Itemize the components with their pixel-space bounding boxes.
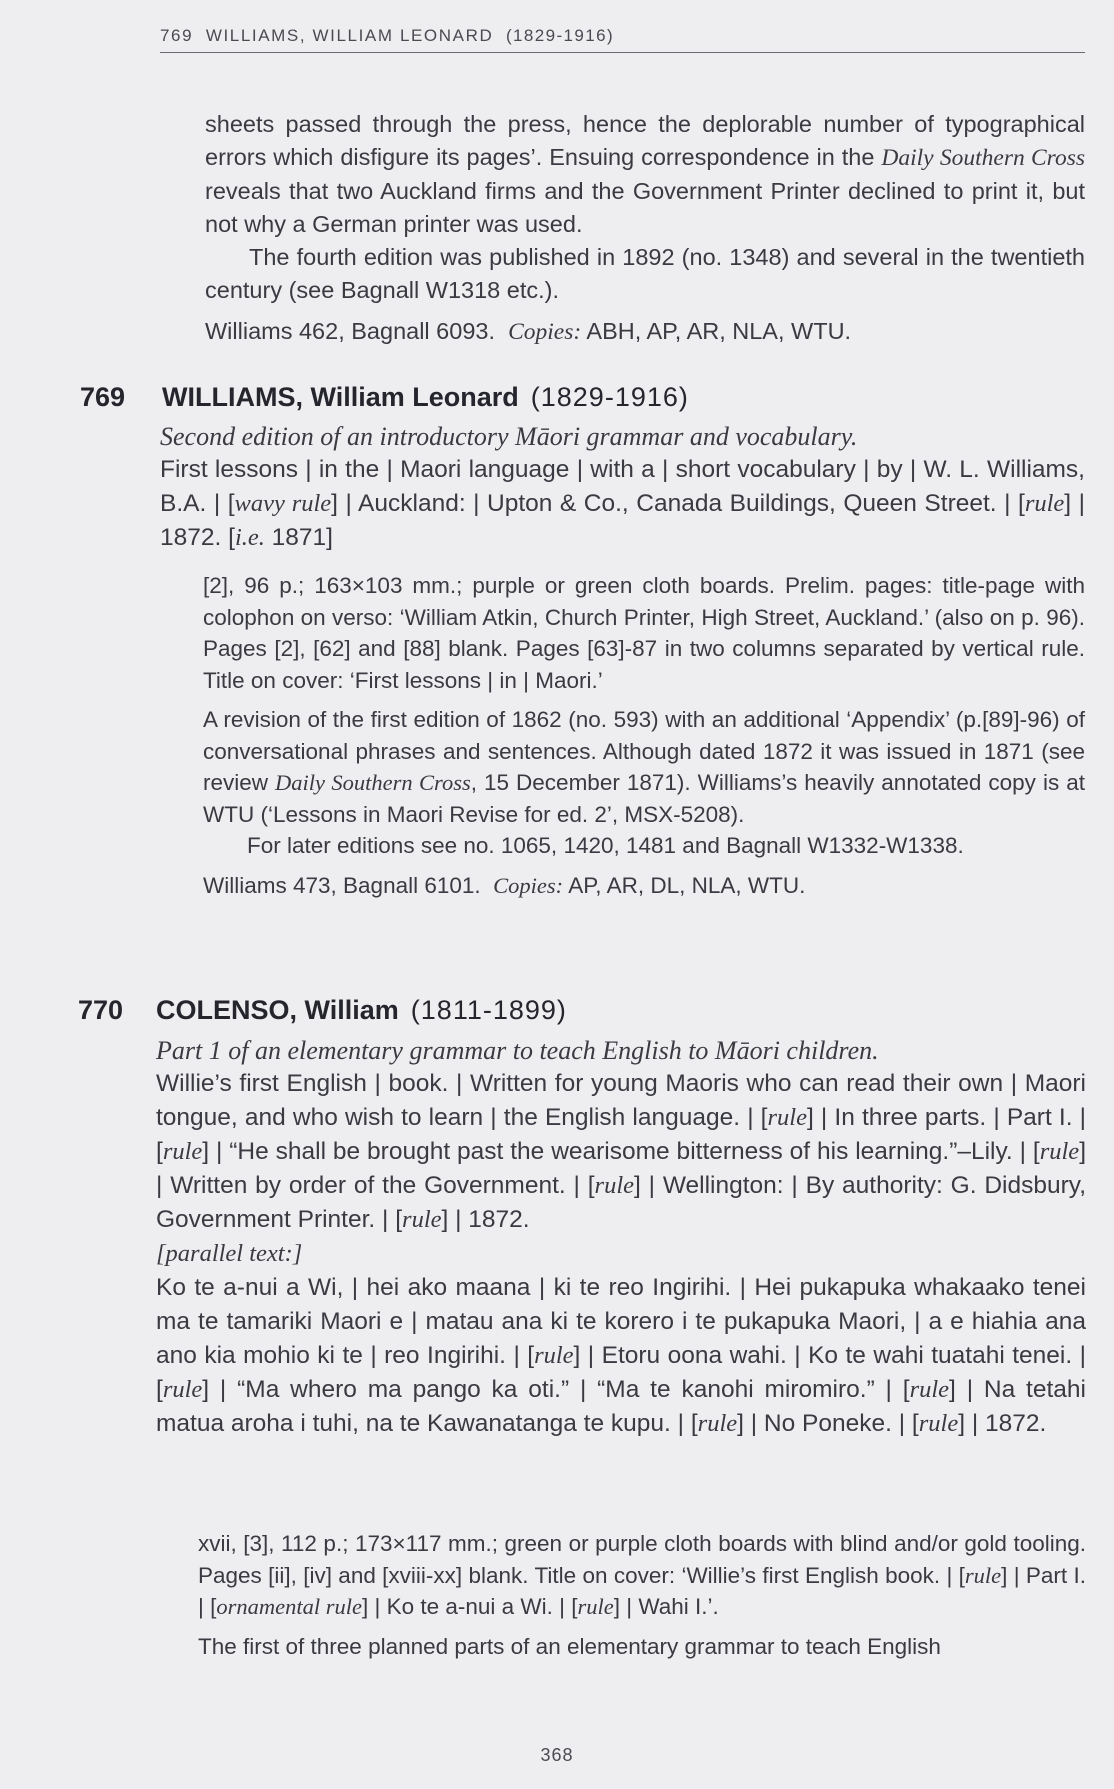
- entry-author: COLENSO, William: [156, 995, 399, 1025]
- entry-769-heading: [80, 382, 1090, 418]
- entry-769-description: [203, 570, 1085, 901]
- entry-note: A revision of the first edition of 1862 (no. 593) with an additional ‘Appendix’ (p.[89]-96) of conversational phrases and sentences. Although dated 1872 it was issued in 1871 (see review Daily Southern Cross, 15 December 1871). Williams’s heavily annotated copy is at WTU (‘Lessons in Maori Revise for ed. 2’, MSX-5208).: [203, 707, 1085, 827]
- continuation-edition-note: The fourth edition was published in 1892 (no. 1348) and several in the twentieth century (see Bagnall W1318 etc.).: [205, 244, 1085, 303]
- entry-references: Williams 473, Bagnall 6101. Copies: AP, AR, DL, NLA, WTU.: [203, 872, 806, 898]
- entry-769-transcription: [160, 420, 1085, 555]
- collation: [2], 96 p.; 163×103 mm.; purple or green cloth boards. Prelim. pages: title-page with colophon on verso: ‘William Atkin, Church Printer, High Street, Auckland.’ (also on p. 96). Pages [2], [62] and [88] blank. Pages [63]-87 in two columns separated by vertical rule. Title on cover: ‘First lessons | in | Maori.’: [203, 573, 1085, 693]
- collation: xvii, [3], 112 p.; 173×117 mm.; green or purple cloth boards with blind and/or gold tooling. Pages [ii], [iv] and [xviii-xx] blank. Title on cover: ‘Willie’s first English book. | [rule] | Part I. | [ornamental rule] | Ko te a-nui a Wi. | [rule] | Wahi I.’.: [198, 1531, 1086, 1619]
- previous-entry-continuation: [205, 108, 1085, 349]
- running-head: [160, 26, 1085, 53]
- entry-title: Part 1 of an elementary grammar to teach English to Māori children.: [156, 1036, 879, 1065]
- title-page-transcription-maori: Ko te a-nui a Wi, | hei ako maana | ki te reo Ingirihi. | Hei pukapuka whakaako tenei ma te tamariki Maori e | matau ana ki te korero i te pukapuka Maori, | a e hiahia ana ano kia mohio ki te | reo Ingirihi. | [rule] | Etoru oona wahi. | Ko te wahi tuatahi tenei. | [rule] | “Ma whero ma pango ka oti.” | “Ma te kanohi miromiro.” | [rule] | Na tetahi matua aroha i tuhi, na te Kawanatanga te kupu. | [rule] | No Poneke. | [rule] | 1872.: [156, 1274, 1086, 1437]
- entry-dates: (1829-1916): [530, 382, 689, 412]
- running-head-number: 769: [160, 26, 194, 45]
- entry-dates: (1811-1899): [410, 995, 567, 1025]
- entry-note: The first of three planned parts of an elementary grammar to teach English: [198, 1633, 941, 1659]
- running-head-years: (1829-1916): [505, 26, 615, 45]
- continuation-paragraph: sheets passed through the press, hence the deplorable number of typographical errors which disfigure its pages’. Ensuing correspondence in the Daily Southern Cross reveals that two Auckland firms and the Government Printer declined to print it, but not why a German printer was used.: [205, 111, 1085, 237]
- entry-number: 770: [78, 995, 124, 1025]
- entry-author: WILLIAMS, William Leonard: [162, 382, 519, 412]
- parallel-text-label: [parallel text:]: [156, 1240, 303, 1267]
- entry-number: 769: [80, 382, 126, 412]
- entry-770-heading: [78, 995, 1088, 1031]
- entry-770-description: [198, 1528, 1086, 1662]
- later-editions: For later editions see no. 1065, 1420, 1481 and Bagnall W1332-W1338.: [247, 833, 964, 858]
- running-head-name: WILLIAMS, WILLIAM LEONARD: [205, 26, 494, 45]
- continuation-references: Williams 462, Bagnall 6093. Copies: ABH, AP, AR, NLA, WTU.: [205, 318, 852, 345]
- entry-770-transcription: [156, 1034, 1086, 1441]
- title-page-transcription: First lessons | in the | Maori language | with a | short vocabulary | by | W. L. Williams, B.A. | [wavy rule] | Auckland: | Upton & Co., Canada Buildings, Queen Street. | [rule] | 1872. [i.e. 1871]: [160, 456, 1085, 551]
- title-page-transcription-english: Willie’s first English | book. | Written for young Maoris who can read their own | Maori tongue, and who wish to learn | the English language. | [rule] | In three parts. | Part I. | [rule] | “He shall be brought past the wearisome bitterness of his learning.”–Lily. | [rule] | Written by order of the Government. | [rule] | Wellington: | By authority: G. Didsbury, Government Printer. | [rule] | 1872.: [156, 1070, 1087, 1233]
- page-number: 368: [540, 1745, 574, 1765]
- entry-title: Second edition of an introductory Māori grammar and vocabulary.: [160, 422, 858, 451]
